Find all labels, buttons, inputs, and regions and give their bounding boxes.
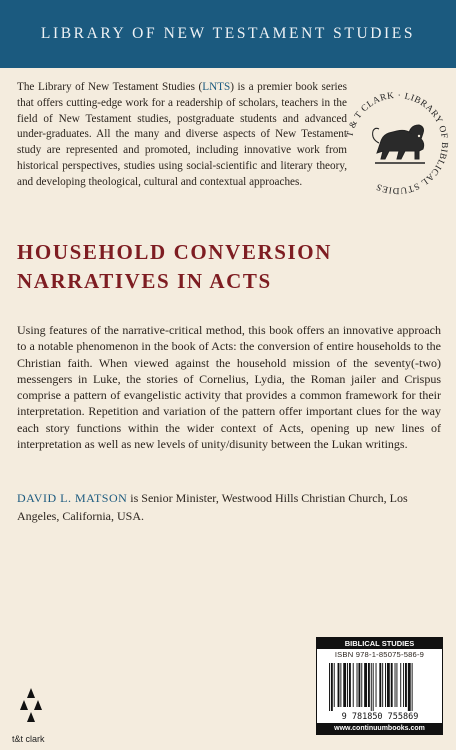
- author-bio: [17, 490, 441, 525]
- series-header-band: [0, 0, 456, 68]
- barcode-isbn: ISBN 978-1-85075-586-9: [334, 650, 425, 659]
- series-description: [17, 80, 347, 191]
- barcode-icon: [323, 661, 437, 721]
- author-bio-text: is Senior Minister, Westwood Hills Christian Church, Los Angeles, California, USA.: [17, 491, 408, 523]
- publisher-logo-text: t&t clark: [12, 734, 45, 744]
- barcode-digits: 9 781850 755869: [341, 712, 419, 721]
- series-abbreviation: LNTS: [202, 81, 231, 93]
- seal-text: T & T CLARK · LIBRARY OF BIBLICAL STUDIES: [344, 89, 451, 197]
- book-blurb: Using features of the narrative-critical method, this book offers an innovative approach to a notable phenomenon in the book of Acts: the conversion of entire households to the Christian faith. When viewed against the household mission of the seventy(-two) messengers in Luke, the stories of Cornelius, Lydia, the Roman jailer and Crispus comprise a pattern of evangelistic activity that provides a common framework for their interpretation. Repetition and variation of the pattern offer important clues for the way each story functions within the wider context of Acts, opening up new lines of interpretation as well as new levels of unity/disunity between the Lukan writings.: [17, 323, 441, 452]
- barcode-category: BIBLICAL STUDIES: [317, 638, 442, 649]
- publisher-url: www.continuumbooks.com: [317, 723, 442, 734]
- publisher-seal-icon: [339, 85, 455, 201]
- book-title-line-2: NARRATIVES IN ACTS: [17, 269, 272, 293]
- barcode-panel: [316, 637, 443, 735]
- series-description-before: The Library of New Testament Studies (: [17, 81, 203, 93]
- author-name: DAVID L. MATSON: [17, 491, 128, 505]
- series-name: LIBRARY OF NEW TESTAMENT STUDIES: [40, 25, 416, 42]
- book-title-line-1: HOUSEHOLD CONVERSION: [17, 240, 332, 264]
- series-description-after: ) is a premier book series that offers cutting-edge work for a readership of scholars, teachers in the field of New Testament studies, postgraduate students and advanced under-graduates. All the many and diverse aspects of New Testament study are represented and promoted, including innovative work from historical perspectives, studies using social-scientific and literary theory, and developing theological, cultural and contextual approaches.: [17, 81, 347, 188]
- book-title: [17, 238, 437, 296]
